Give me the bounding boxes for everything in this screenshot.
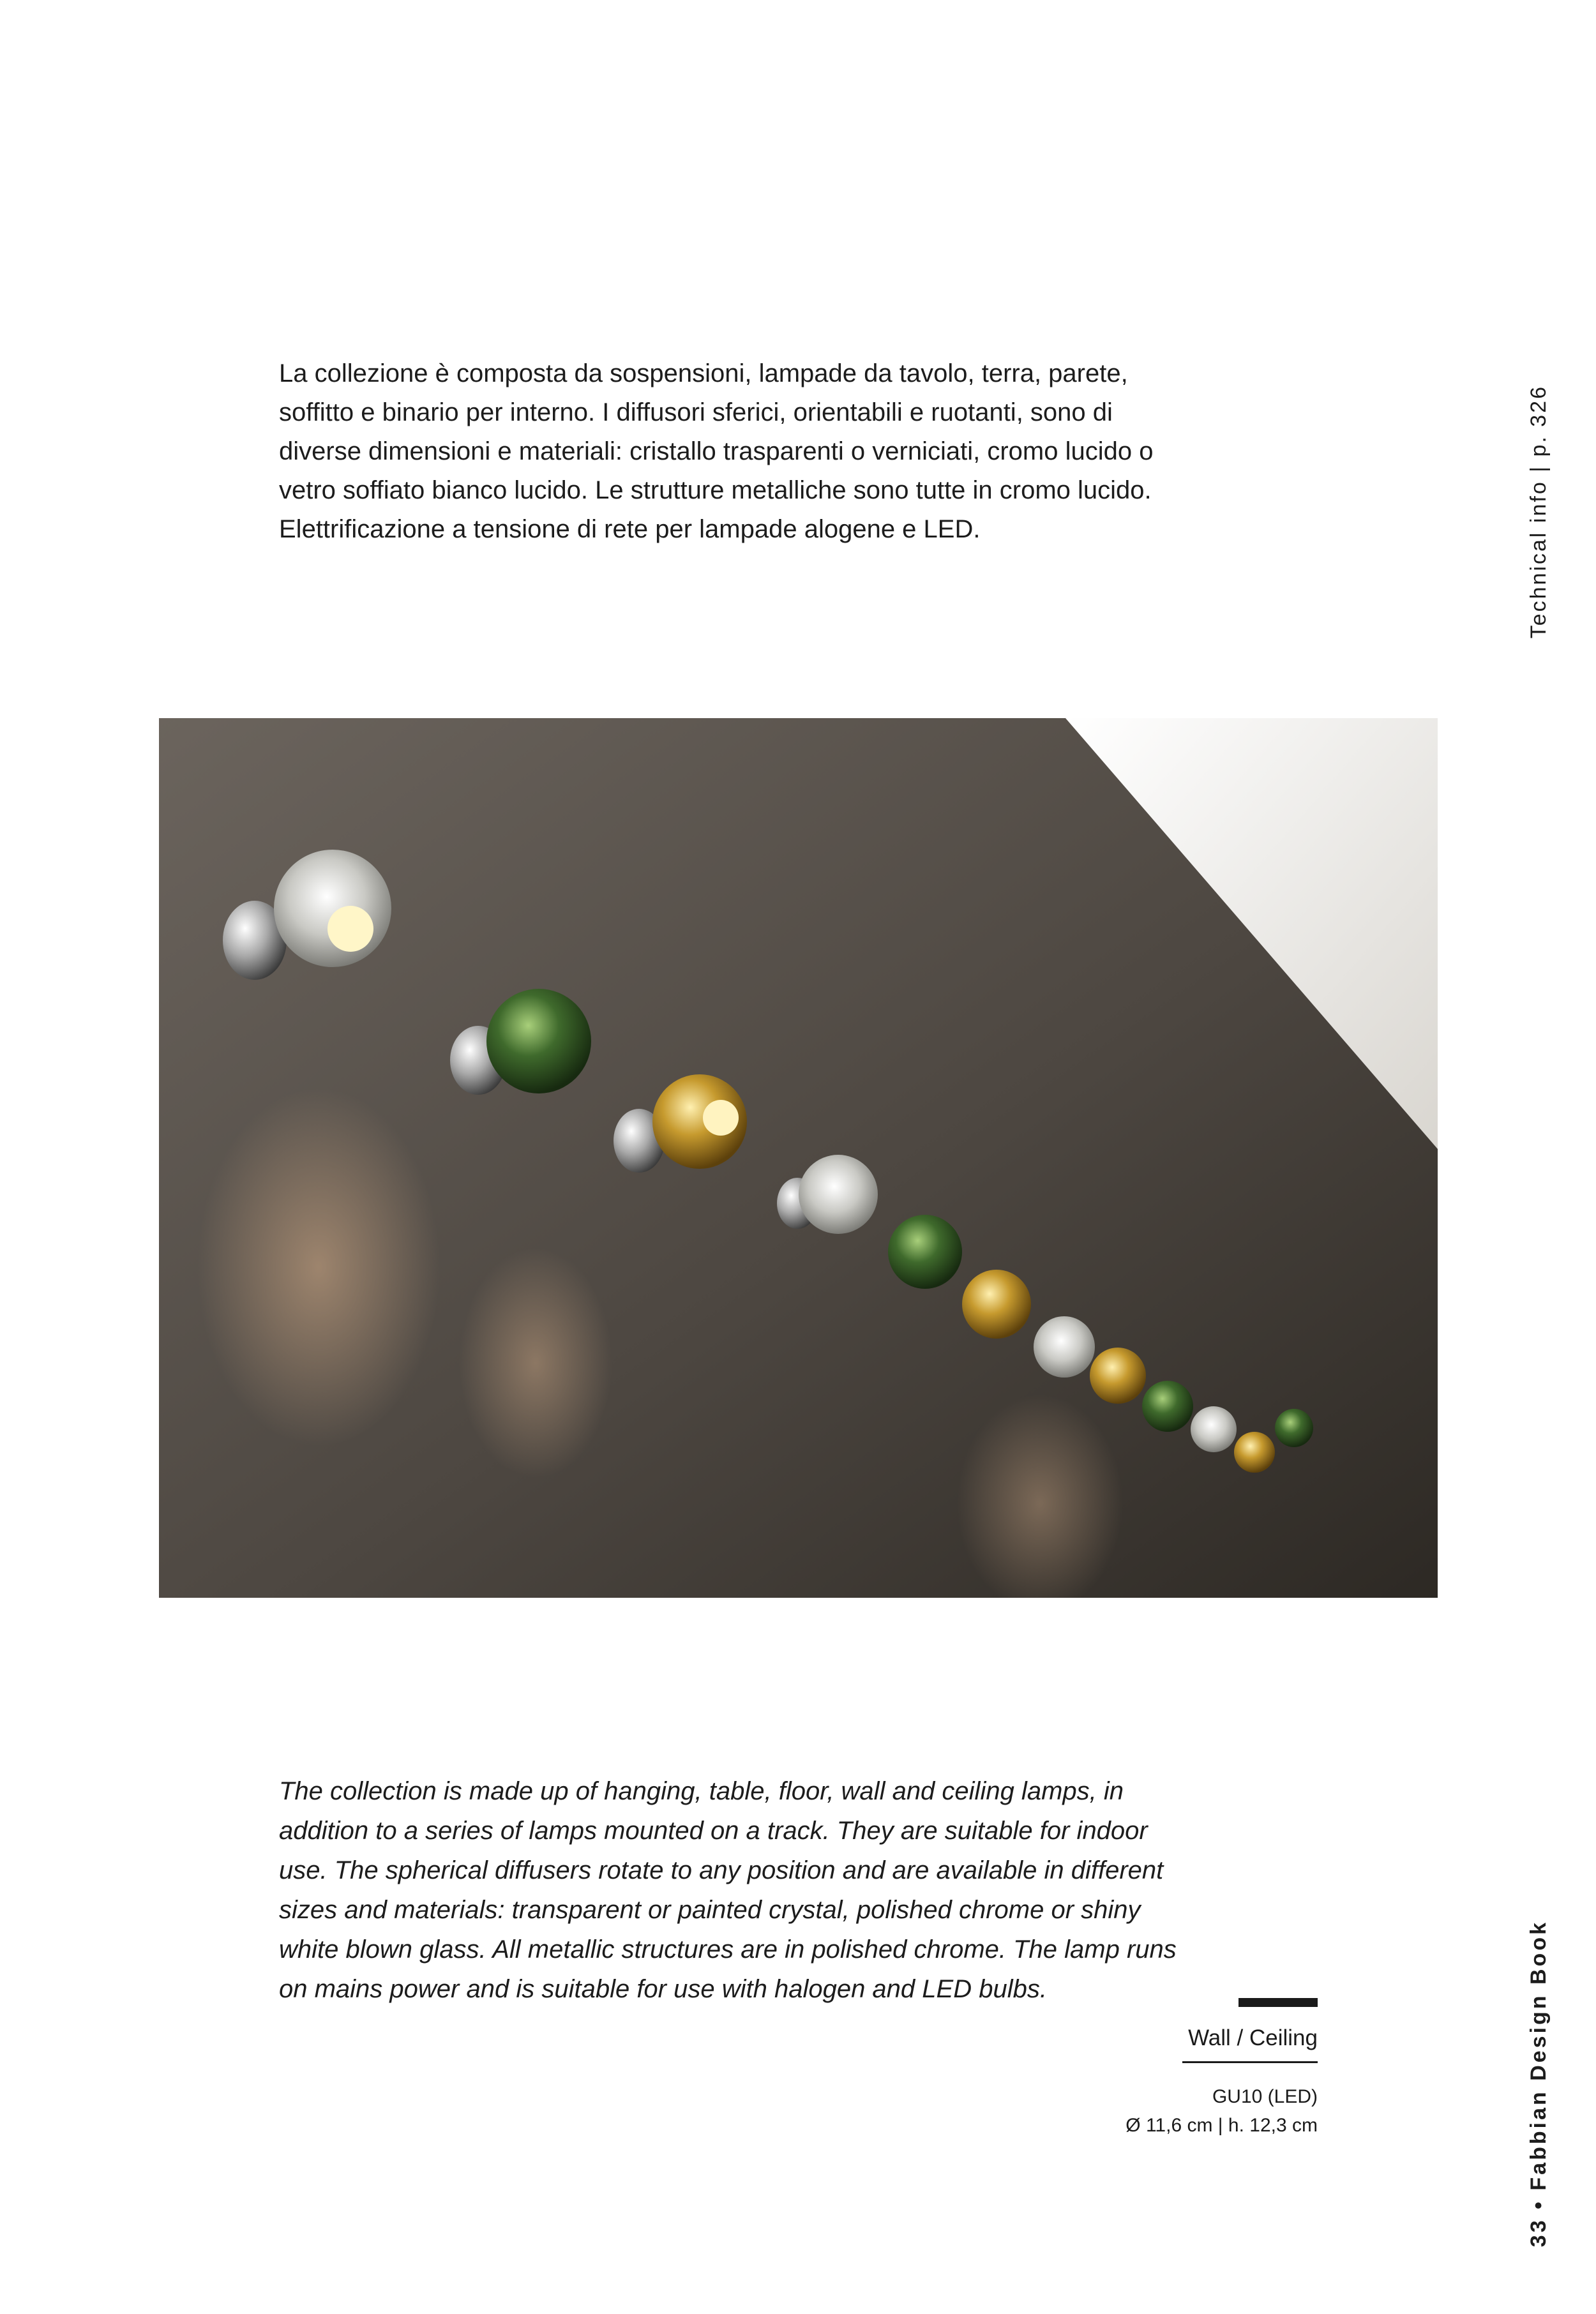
page-number-book-title: 33 • Fabbian Design Book — [1526, 1920, 1551, 2247]
technical-info-reference — [1519, 357, 1558, 638]
spec-accent-bar — [1238, 1998, 1318, 2007]
spec-title: Wall / Ceiling — [1188, 2025, 1318, 2050]
spec-underline — [1182, 2061, 1318, 2063]
page-footer — [1519, 1909, 1558, 2247]
spec-bulb-type: GU10 (LED) — [1212, 2086, 1318, 2107]
spec-dimensions: Ø 11,6 cm | h. 12,3 cm — [1125, 2115, 1318, 2136]
product-photo — [159, 718, 1438, 1598]
technical-info-label: Technical info | p. 326 — [1526, 384, 1551, 638]
english-description: The collection is made up of hanging, table, floor, wall and ceiling lamps, in addition to a series of lamps mounted on a track. They are suitable for indoor use. The spherical diffusers rotate to any position and are available in different sizes and materials: transparent or painted crystal, polished chrome or shiny white blown glass. All metallic structures are in polished chrome. The lamp runs on mains power and is suitable for use with halogen and LED bulbs. — [279, 1777, 1177, 2003]
italian-description: La collezione è composta da sospensioni, lampade da tavolo, terra, parete, soffitto e binario per interno. I diffusori sferici, orientabili e ruotanti, sono di diverse dimensioni e materiali: cristallo trasparenti o verniciati, cromo lucido o vetro soffiato bianco lucido. Le strutture metalliche sono tutte in cromo lucido. Elettrificazione a tensione di rete per lampade alogene e LED. — [279, 359, 1154, 543]
